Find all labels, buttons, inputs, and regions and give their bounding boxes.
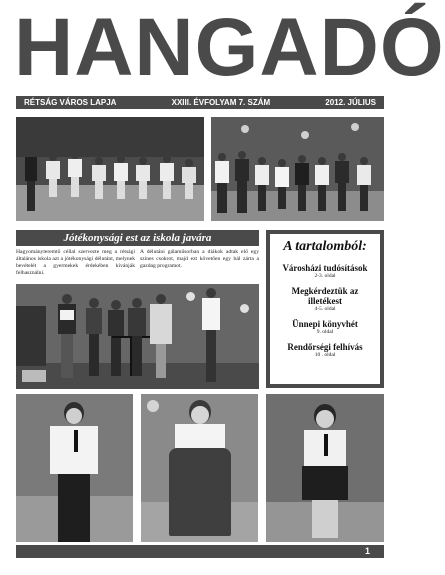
photo-stage-performance	[16, 284, 259, 389]
toc-item-title: Ünnepi könyvhét	[292, 319, 358, 329]
toc-title: A tartalomból:	[283, 239, 367, 254]
toc-item-page: 9. oldal	[316, 329, 334, 335]
article-column-1: Hagyományteremtő céllal szervezte meg a rétsági általános iskola azt a jótékonysági délutánt, melynek bevételét a gyermekek érdekében kívánják felhasználni.	[16, 249, 135, 276]
toc-item-page: 10 . oldal	[314, 352, 336, 358]
table-of-contents	[266, 230, 384, 388]
toc-item-title: Városházi tudósítások	[282, 263, 368, 273]
photo-boy-with-microphone	[16, 394, 133, 542]
volume-issue: XXIII. ÉVFOLYAM 7. SZÁM	[171, 98, 271, 107]
page-number: 1	[364, 546, 370, 556]
photo-stage-dance	[16, 117, 204, 221]
toc-item[interactable]	[274, 263, 376, 280]
article-headline: Jótékonysági est az iskola javára	[16, 230, 259, 246]
toc-item-page: 2-3. oldal	[314, 273, 336, 279]
photo-group-children	[211, 117, 384, 221]
toc-item-title: Rendőrségi felhívás	[287, 342, 363, 352]
issue-date: 2012. JÚLIUS	[325, 98, 376, 107]
article-column-2: A délutáni gálaműsorban a diákok adtak elő egy színes csokrot, majd ezt követően egy bál zárta a gazdag programot.	[140, 249, 259, 269]
publication-name: RÉTSÁG VÁROS LAPJA	[24, 98, 117, 107]
photo-girl-in-dress	[141, 394, 258, 542]
toc-item-title: Megkérdeztük az illetékest	[291, 286, 359, 306]
photo-girl-with-microphone	[266, 394, 384, 542]
masthead-title: HANGADÓ	[14, 2, 445, 93]
toc-item[interactable]	[274, 342, 376, 359]
footer-bar	[16, 545, 384, 558]
toc-item[interactable]	[274, 286, 376, 313]
toc-item[interactable]	[274, 319, 376, 336]
toc-item-page: 4-5. oldal	[314, 306, 336, 312]
info-bar	[16, 96, 384, 109]
